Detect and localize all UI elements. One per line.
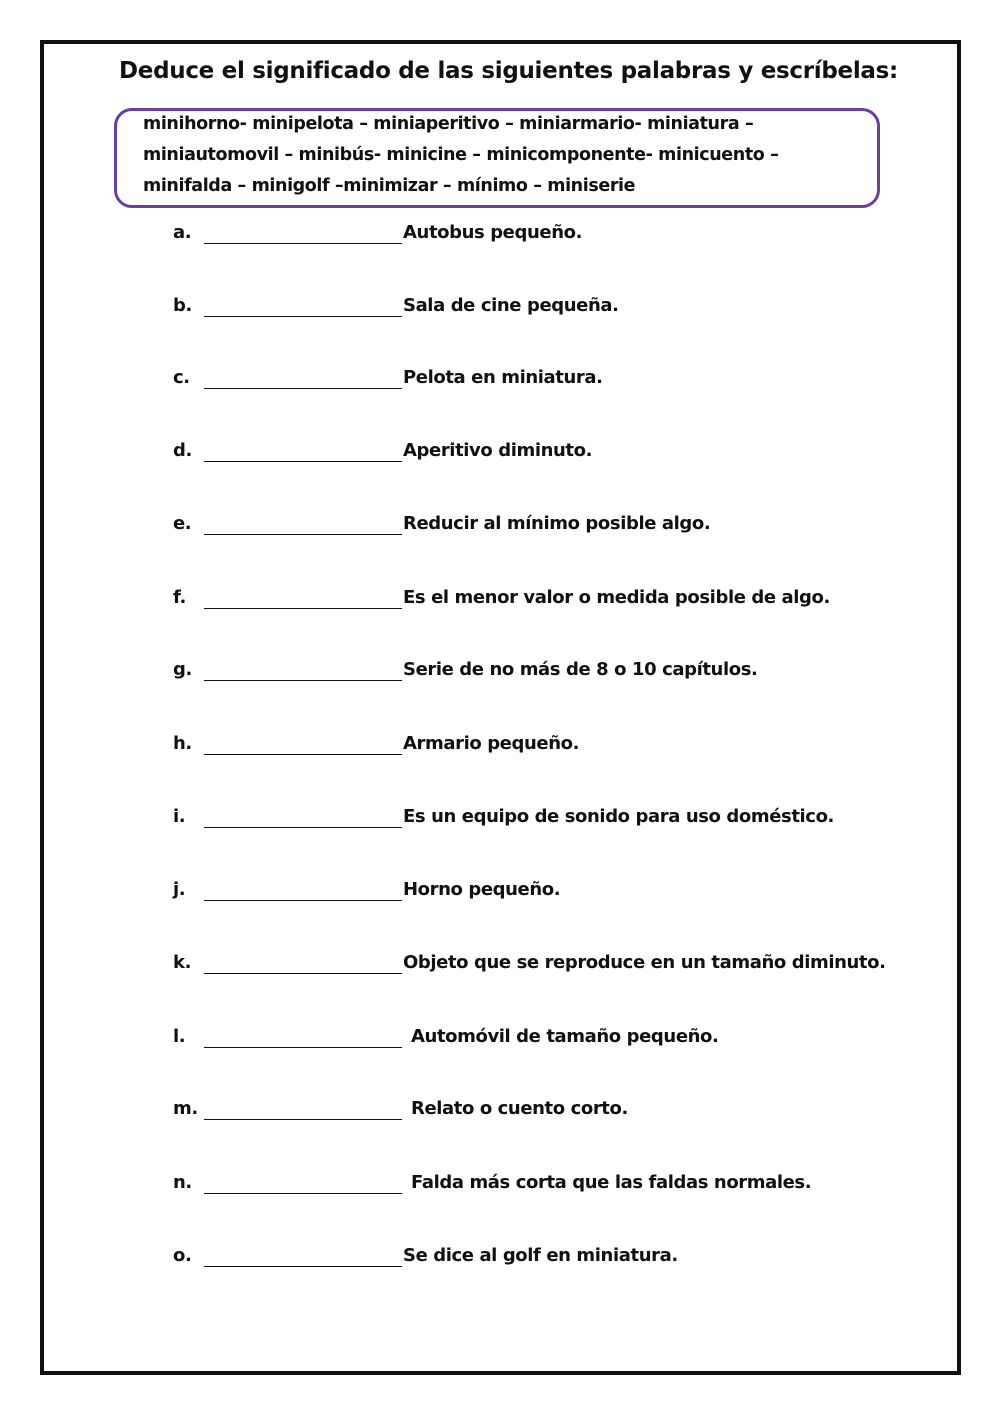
item-definition: Serie de no más de 8 o 10 capítulos. (403, 659, 758, 680)
item-definition: Se dice al golf en miniatura. (403, 1245, 678, 1266)
item-definition: Autobus pequeño. (403, 222, 583, 243)
word-bank-line: miniautomovil – minibús- minicine – minicomponente- minicuento – (143, 145, 779, 165)
item-letter: i. (173, 806, 186, 827)
item-letter: h. (173, 733, 192, 754)
item-definition: Es un equipo de sonido para uso doméstico. (403, 806, 834, 827)
item-definition: Horno pequeño. (403, 879, 561, 900)
item-letter: g. (173, 659, 192, 680)
item-letter: b. (173, 295, 192, 316)
item-definition: Objeto que se reproduce en un tamaño diminuto. (403, 952, 886, 973)
answer-blank[interactable] (204, 608, 402, 609)
item-definition: Falda más corta que las faldas normales. (411, 1172, 812, 1193)
item-definition: Automóvil de tamaño pequeño. (411, 1026, 719, 1047)
item-definition: Relato o cuento corto. (411, 1098, 628, 1119)
word-bank-line: minihorno- minipelota – miniaperitivo – miniarmario- miniatura – (143, 114, 754, 134)
item-definition: Es el menor valor o medida posible de algo. (403, 587, 830, 608)
item-letter: l. (173, 1026, 186, 1047)
word-bank-line: minifalda – minigolf –minimizar – mínimo – miniserie (143, 176, 636, 196)
answer-blank[interactable] (204, 534, 402, 535)
answer-blank[interactable] (204, 388, 402, 389)
page-title: Deduce el significado de las siguientes palabras y escríbelas: (119, 58, 898, 84)
item-definition: Sala de cine pequeña. (403, 295, 619, 316)
item-definition: Reducir al mínimo posible algo. (403, 513, 711, 534)
answer-blank[interactable] (204, 243, 402, 244)
answer-blank[interactable] (204, 461, 402, 462)
item-letter: j. (173, 879, 186, 900)
item-definition: Pelota en miniatura. (403, 367, 603, 388)
answer-blank[interactable] (204, 973, 402, 974)
item-letter: o. (173, 1245, 192, 1266)
answer-blank[interactable] (204, 754, 402, 755)
item-letter: a. (173, 222, 192, 243)
answer-blank[interactable] (204, 1119, 402, 1120)
answer-blank[interactable] (204, 1266, 402, 1267)
answer-blank[interactable] (204, 680, 402, 681)
answer-blank[interactable] (204, 900, 402, 901)
answer-blank[interactable] (204, 316, 402, 317)
item-letter: k. (173, 952, 192, 973)
item-definition: Armario pequeño. (403, 733, 580, 754)
item-letter: c. (173, 367, 190, 388)
item-letter: m. (173, 1098, 198, 1119)
item-definition: Aperitivo diminuto. (403, 440, 593, 461)
answer-blank[interactable] (204, 1193, 402, 1194)
item-letter: e. (173, 513, 192, 534)
item-letter: n. (173, 1172, 192, 1193)
item-letter: f. (173, 587, 186, 608)
answer-blank[interactable] (204, 827, 402, 828)
item-letter: d. (173, 440, 192, 461)
answer-blank[interactable] (204, 1047, 402, 1048)
